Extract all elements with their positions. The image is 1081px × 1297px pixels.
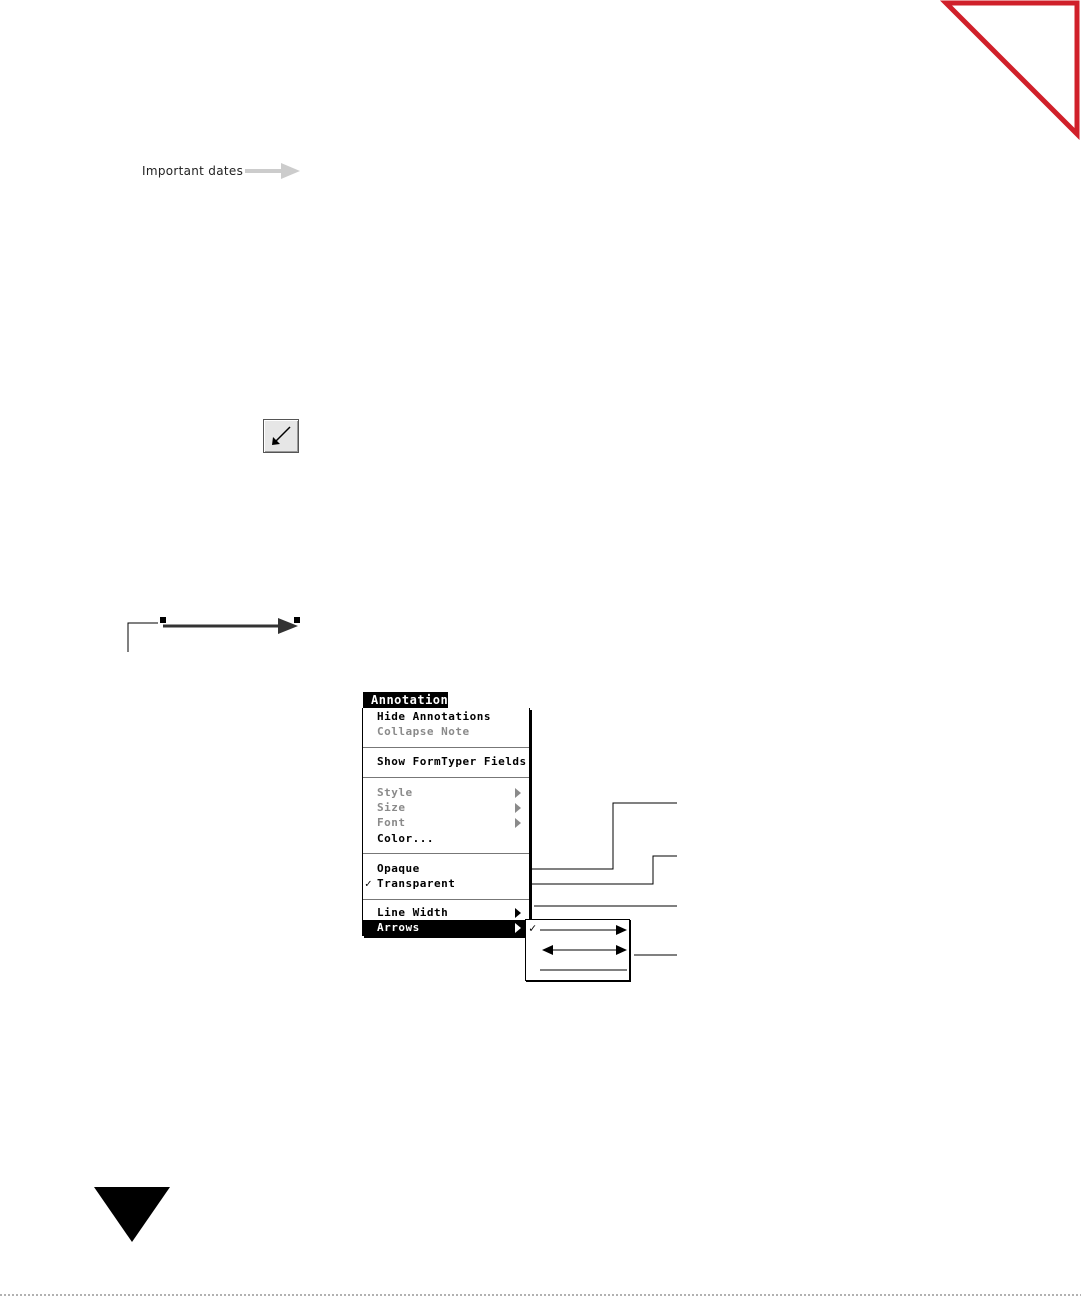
menu-item-transparent[interactable] bbox=[363, 876, 529, 891]
submenu-arrow-icon bbox=[515, 923, 521, 933]
menu-item-arrows[interactable] bbox=[363, 920, 529, 935]
submenu-arrow-icon bbox=[515, 788, 521, 798]
submenu-arrow-icon bbox=[515, 803, 521, 813]
arrow-tool-button[interactable] bbox=[263, 419, 299, 453]
menu-item-opaque[interactable]: Opaque bbox=[377, 862, 420, 875]
menu-item-size bbox=[363, 800, 529, 815]
menu-item-show-formtyper-fields[interactable]: Show FormTyper Fields bbox=[377, 755, 527, 768]
menu-item-style bbox=[363, 785, 529, 800]
menu-item-font bbox=[363, 815, 529, 830]
check-icon: ✓ bbox=[365, 877, 373, 890]
arrow-tool-icon bbox=[264, 420, 298, 452]
menu-separator bbox=[363, 777, 529, 778]
menu-separator bbox=[363, 899, 529, 900]
menu-item-line-width-label: Line Width bbox=[377, 906, 449, 919]
arrows-submenu bbox=[525, 919, 630, 981]
menu-item-color[interactable]: Color... bbox=[377, 832, 434, 845]
arrow-end-option[interactable] bbox=[540, 925, 627, 935]
menu-item-style-label: Style bbox=[377, 786, 413, 799]
menu-item-hide-annotations[interactable]: Hide Annotations bbox=[377, 710, 491, 723]
menu-item-line-width[interactable] bbox=[363, 905, 529, 920]
menu-separator bbox=[363, 853, 529, 854]
submenu-arrow-icon bbox=[515, 908, 521, 918]
page-corner-icon bbox=[946, 3, 1077, 134]
menu-item-size-label: Size bbox=[377, 801, 406, 814]
annotation-menu bbox=[362, 708, 530, 936]
menu-item-transparent-label: Transparent bbox=[377, 877, 456, 890]
example-annotation-label: Important dates bbox=[142, 164, 244, 178]
submenu-arrow-icon bbox=[515, 818, 521, 828]
menu-item-collapse-note: Collapse Note bbox=[377, 725, 470, 738]
menu-title-annotation[interactable]: Annotation bbox=[363, 692, 448, 708]
arrow-style-options bbox=[526, 920, 629, 980]
menu-separator bbox=[363, 747, 529, 748]
sample-arrow-light bbox=[245, 163, 300, 179]
menu-item-font-label: Font bbox=[377, 816, 406, 829]
check-icon: ✓ bbox=[529, 921, 537, 935]
selected-arrow-example bbox=[128, 617, 300, 652]
page-nav-down-icon bbox=[94, 1187, 170, 1242]
menu-item-arrows-label: Arrows bbox=[377, 921, 420, 934]
arrow-both-ends-option[interactable] bbox=[542, 945, 627, 955]
